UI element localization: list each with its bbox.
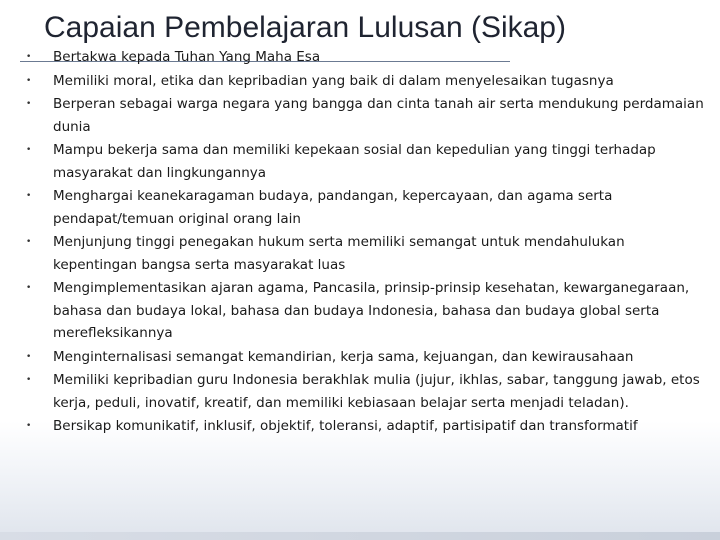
list-item-text: Menjunjung tinggi penegakan hukum serta memiliki semangat untuk mendahulukan kepentingan bangsa serta masyarakat luas — [53, 234, 625, 273]
list-item-text: Bersikap komunikatif, inklusif, objektif, toleransi, adaptif, partisipatif dan transformatif — [53, 418, 638, 434]
list-item-text: Berperan sebagai warga negara yang bangga dan cinta tanah air serta mendukung perdamaian dunia — [53, 96, 704, 135]
list-item-text: Mampu bekerja sama dan memiliki kepekaan sosial dan kepedulian yang tinggi terhadap masyarakat dan lingkungannya — [53, 142, 656, 181]
list-item — [20, 70, 710, 93]
bullet-list — [20, 46, 710, 439]
list-item-text: Menghargai keanekaragaman budaya, pandangan, kepercayaan, dan agama serta pendapat/temuan original orang lain — [53, 188, 613, 227]
list-item — [20, 46, 710, 69]
slide-title: Capaian Pembelajaran Lulusan (Sikap) — [44, 11, 566, 44]
list-item-text: Bertakwa kepada Tuhan Yang Maha Esa — [53, 49, 321, 65]
list-item — [20, 346, 710, 369]
bullet-icon: • — [26, 375, 32, 385]
bullet-icon: • — [26, 75, 32, 86]
bullet-icon: • — [26, 99, 32, 109]
list-item — [20, 369, 710, 414]
list-item-text: Memiliki kepribadian guru Indonesia berakhlak mulia (jujur, ikhlas, sabar, tanggung jawab, etos kerja, peduli, inovatif, kreatif, dan memiliki kebiasaan belajar serta menjadi teladan). — [53, 372, 700, 411]
bullet-icon: • — [26, 421, 32, 431]
list-item — [20, 185, 710, 230]
list-item-text: Memiliki moral, etika dan kepribadian yang baik di dalam menyelesaikan tugasnya — [53, 72, 614, 89]
list-item — [20, 277, 710, 345]
bullet-icon: • — [26, 145, 32, 155]
slide-bottom-edge — [0, 532, 720, 540]
bullet-icon: • — [26, 52, 32, 62]
bullet-icon: • — [26, 237, 32, 247]
list-item — [20, 139, 710, 184]
list-item-text: Menginternalisasi semangat kemandirian, kerja sama, kejuangan, dan kewirausahaan — [53, 348, 634, 365]
bullet-icon: • — [26, 351, 32, 362]
bullet-icon: • — [26, 191, 32, 201]
bullet-icon: • — [26, 283, 32, 293]
list-item-text: Mengimplementasikan ajaran agama, Pancasila, prinsip-prinsip kesehatan, kewarganegaraan, bahasa dan budaya lokal, bahasa dan budaya Indonesia, bahasa dan budaya global serta merefleksikannya — [53, 280, 690, 341]
list-item — [20, 415, 710, 438]
list-item — [20, 231, 710, 276]
list-item — [20, 93, 710, 138]
